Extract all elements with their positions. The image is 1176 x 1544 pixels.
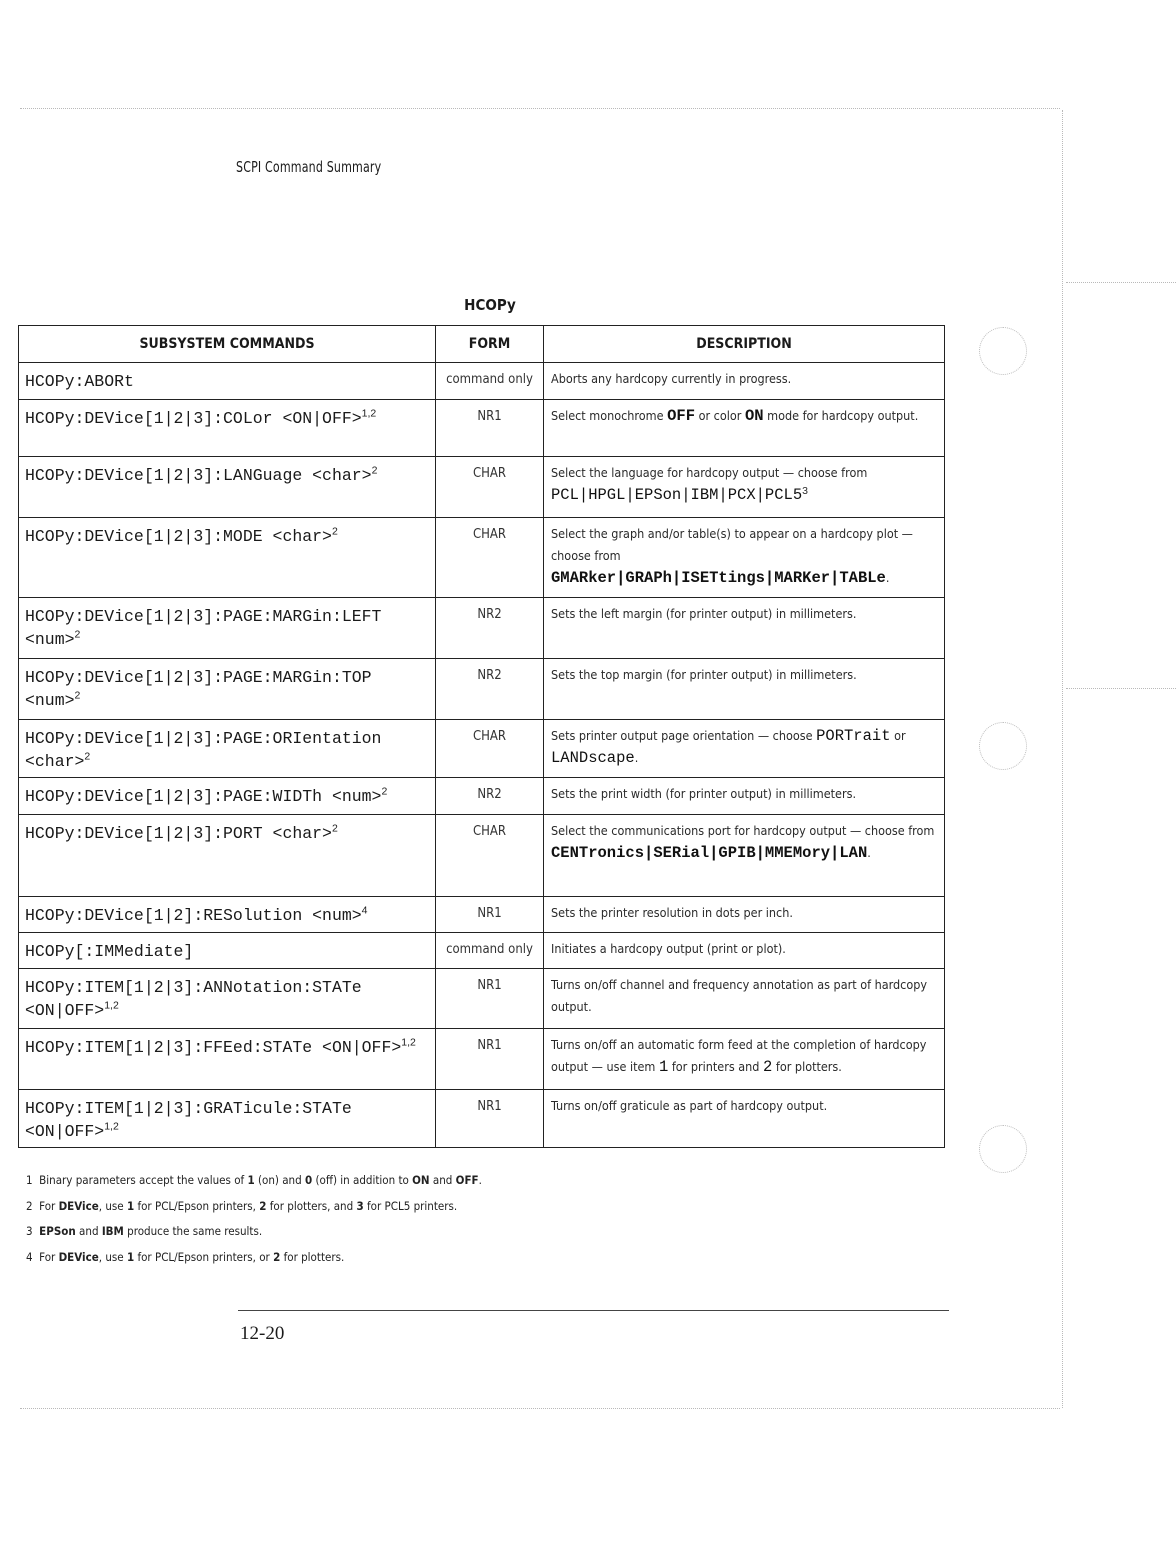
- off-keyword: OFF: [667, 407, 696, 425]
- command-cell: [19, 897, 436, 933]
- port-options: CENTronics|SERial|GPIB|MMEMory|LAN: [551, 844, 868, 862]
- table-row: [19, 659, 945, 720]
- command-text: HCOPy:ITEM[1|2|3]:GRATicule:STATe <ON|OFF>: [25, 1099, 352, 1141]
- footnote-ref: 1,2: [361, 407, 377, 420]
- description-text: or: [894, 728, 906, 743]
- footer-rule: [238, 1310, 949, 1311]
- footnote-ref: 1,2: [401, 1036, 416, 1049]
- description-text: for printers and: [671, 1059, 760, 1074]
- command-cell: [19, 1029, 436, 1090]
- bottom-page-edge: [20, 1408, 1060, 1409]
- table-row: [19, 720, 945, 778]
- form-cell: command only: [436, 363, 544, 400]
- footnote-ref: 3: [802, 484, 808, 497]
- description-text: Sets printer output page orientation — choose: [551, 728, 813, 743]
- mode-options: GMARker|GRAPh|ISETtings|MARKer|TABLe: [551, 569, 886, 587]
- footnotes: [26, 1173, 482, 1275]
- footnote-ref: 2: [74, 628, 81, 641]
- form-cell: NR1: [436, 1090, 544, 1148]
- description-text: mode for hardcopy output.: [767, 408, 919, 423]
- description-cell: [544, 400, 945, 457]
- command-cell: [19, 363, 436, 400]
- description-cell: Sets the printer resolution in dots per inch.: [544, 897, 945, 933]
- footnote-2: 2 For DEVice, use 1 for PCL/Epson printers, 2 for plotters, and 3 for PCL5 printers.: [26, 1198, 458, 1213]
- description-cell: Initiates a hardcopy output (print or plot).: [544, 933, 945, 969]
- binder-hole-middle: [979, 722, 1027, 770]
- form-cell: CHAR: [436, 815, 544, 897]
- table-title: HCOPy: [464, 296, 516, 314]
- binder-hole-top: [979, 327, 1027, 375]
- form-cell: NR1: [436, 969, 544, 1029]
- form-cell: NR2: [436, 778, 544, 815]
- plotter-item-number: 2: [763, 1058, 773, 1076]
- table-row: [19, 1029, 945, 1090]
- landscape-keyword: LANDscape: [551, 749, 635, 767]
- description-cell: Sets the top margin (for printer output) in millimeters.: [544, 659, 945, 720]
- command-cell: [19, 518, 436, 598]
- footnote-3: 3 EPSon and IBM produce the same results.: [26, 1224, 263, 1238]
- command-text: HCOPy:DEVice[1|2|3]:PORT <char>: [25, 824, 332, 843]
- form-cell: CHAR: [436, 518, 544, 598]
- form-cell: NR2: [436, 659, 544, 720]
- description-cell: [544, 720, 945, 778]
- tab-edge-lower: [1066, 688, 1176, 689]
- description-text: .: [634, 750, 639, 765]
- form-cell: CHAR: [436, 720, 544, 778]
- table-row: [19, 598, 945, 659]
- footnote-ref: 2: [84, 750, 91, 763]
- command-text: HCOPy[:IMMediate]: [25, 942, 194, 961]
- footnote-ref: 2: [371, 464, 378, 477]
- form-cell: NR1: [436, 1029, 544, 1090]
- table-row: [19, 1090, 945, 1148]
- table-row: [19, 933, 945, 969]
- command-text: HCOPy:ITEM[1|2|3]:FFEed:STATe <ON|OFF>: [25, 1038, 402, 1057]
- description-cell: [544, 457, 945, 518]
- description-text: for plotters.: [775, 1059, 842, 1074]
- description-text: .: [867, 845, 871, 860]
- running-head: SCPI Command Summary: [236, 158, 382, 176]
- command-text: HCOPy:DEVice[1|2|3]:LANGuage <char>: [25, 466, 372, 485]
- binder-hole-bottom: [979, 1125, 1027, 1173]
- printer-item-number: 1: [658, 1058, 669, 1076]
- description-text: Select the communications port for hardcopy output — choose from: [551, 823, 935, 838]
- form-cell: CHAR: [436, 457, 544, 518]
- description-cell: Sets the print width (for printer output) in millimeters.: [544, 778, 945, 815]
- command-cell: [19, 815, 436, 897]
- command-text: HCOPy:DEVice[1|2|3]:MODE <char>: [25, 527, 332, 546]
- footnote-ref: 1,2: [104, 999, 119, 1012]
- table-row: [19, 400, 945, 457]
- tab-edge-upper: [1066, 282, 1176, 283]
- portrait-keyword: PORTrait: [816, 727, 891, 745]
- page-number: 12-20: [240, 1323, 285, 1344]
- description-text: Select the language for hardcopy output — choose from: [551, 465, 868, 480]
- command-text: HCOPy:DEVice[1|2]:RESolution <num>: [25, 906, 362, 925]
- command-text: HCOPy:ITEM[1|2|3]:ANNotation:STATe <ON|OFF>: [25, 978, 362, 1020]
- command-text: HCOPy:DEVice[1|2|3]:PAGE:MARGin:LEFT <num>: [25, 607, 382, 649]
- table-row: [19, 778, 945, 815]
- command-table: [18, 325, 945, 1148]
- command-cell: [19, 659, 436, 720]
- right-page-edge: [1062, 110, 1063, 1408]
- description-text: or color: [698, 408, 742, 423]
- description-cell: [544, 1029, 945, 1090]
- description-cell: Turns on/off channel and frequency annotation as part of hardcopy output.: [544, 969, 945, 1029]
- description-cell: [544, 815, 945, 897]
- form-cell: NR1: [436, 400, 544, 457]
- footnote-1: 1 Binary parameters accept the values of 1 (on) and 0 (off) in addition to ON and OFF.: [26, 1173, 482, 1187]
- footnote-ref: 2: [381, 785, 388, 798]
- command-text: HCOPy:ABORt: [25, 372, 134, 391]
- command-cell: [19, 457, 436, 518]
- table-row: [19, 457, 945, 518]
- header-form: FORM: [436, 326, 544, 363]
- table-row: [19, 969, 945, 1029]
- command-cell: [19, 933, 436, 969]
- description-text: Select monochrome: [551, 408, 664, 423]
- command-cell: [19, 778, 436, 815]
- footnote-ref: 2: [331, 525, 338, 538]
- description-text: .: [885, 570, 890, 585]
- form-cell: command only: [436, 933, 544, 969]
- description-cell: Sets the left margin (for printer output) in millimeters.: [544, 598, 945, 659]
- command-cell: [19, 969, 436, 1029]
- table-row: [19, 518, 945, 598]
- description-text: Select the graph and/or table(s) to appear on a hardcopy plot — choose from: [551, 526, 913, 563]
- form-cell: NR2: [436, 598, 544, 659]
- command-cell: [19, 720, 436, 778]
- form-cell: NR1: [436, 897, 544, 933]
- command-cell: [19, 400, 436, 457]
- header-subsystem-commands: SUBSYSTEM COMMANDS: [19, 326, 436, 363]
- command-cell: [19, 598, 436, 659]
- description-cell: Turns on/off graticule as part of hardcopy output.: [544, 1090, 945, 1148]
- language-options: PCL|HPGL|EPSon|IBM|PCX|PCL5: [551, 486, 803, 504]
- description-text: Turns on/off an automatic form feed at the completion of hardcopy output — use item: [551, 1037, 927, 1074]
- table-header-row: [19, 326, 945, 363]
- table-row: [19, 897, 945, 933]
- command-text: HCOPy:DEVice[1|2|3]:PAGE:ORIentation <char>: [25, 729, 382, 771]
- footnote-4: 4 For DEVice, use 1 for PCL/Epson printers, or 2 for plotters.: [26, 1249, 345, 1264]
- on-keyword: ON: [744, 407, 764, 425]
- header-description: DESCRIPTION: [544, 326, 945, 363]
- footnote-ref: 2: [331, 822, 338, 835]
- top-page-edge: [20, 108, 1060, 109]
- footnote-ref: 1,2: [104, 1120, 119, 1133]
- description-cell: [544, 518, 945, 598]
- command-text: HCOPy:DEVice[1|2|3]:PAGE:MARGin:TOP <num>: [25, 668, 372, 710]
- command-text: HCOPy:DEVice[1|2|3]:COLor <ON|OFF>: [25, 409, 362, 428]
- footnote-ref: 2: [74, 689, 81, 702]
- table-row: [19, 363, 945, 400]
- footnote-ref: 4: [361, 904, 368, 917]
- command-text: HCOPy:DEVice[1|2|3]:PAGE:WIDTh <num>: [25, 787, 382, 806]
- table-row: [19, 815, 945, 897]
- command-cell: [19, 1090, 436, 1148]
- description-cell: Aborts any hardcopy currently in progress.: [544, 363, 945, 400]
